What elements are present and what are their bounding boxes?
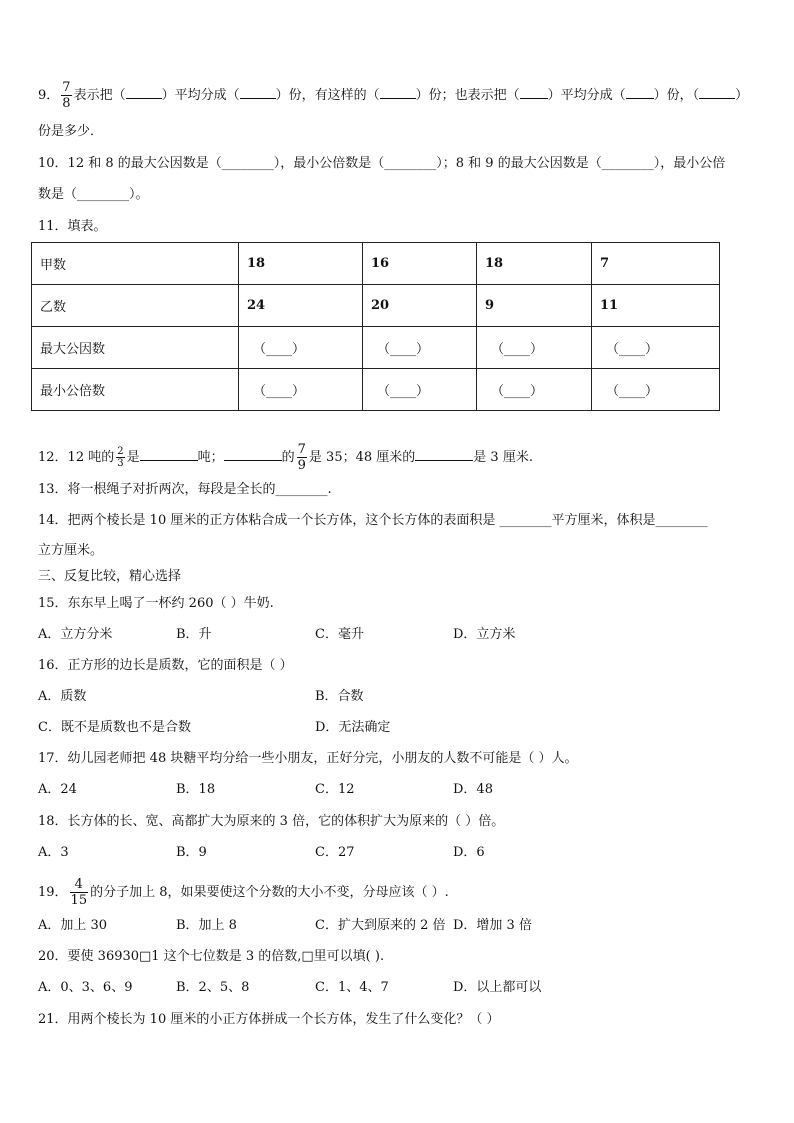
row-label: 甲数	[32, 243, 239, 285]
option-d[interactable]: D．48	[453, 782, 493, 797]
answer-blank[interactable]	[520, 85, 548, 99]
table-row	[32, 327, 720, 369]
option-c[interactable]: C．扩大到原来的 2 倍	[315, 918, 446, 933]
question-10-line-1: 10．12 和 8 的最大公因数是（________），最小公倍数是（________）；8 和 9 的最大公因数是（________），最小公倍	[38, 156, 726, 171]
option-b[interactable]: B．9	[176, 845, 207, 860]
question-14-line-1: 14．把两个棱长是 10 厘米的正方体粘合成一个长方体，这个长方体的表面积是 ________平方厘米，体积是________	[38, 513, 708, 528]
question-17-stem: 17．幼儿园老师把 48 块糖平均分给一些小朋友，正好分完，小朋友的人数不可能是（ ）人。	[38, 751, 578, 766]
option-b[interactable]: B．加上 8	[176, 918, 237, 933]
fraction-4-15: $\frac{4}{15}$	[70, 877, 88, 908]
table-cell: 16	[363, 243, 477, 285]
option-b[interactable]: B．升	[176, 627, 212, 642]
answer-blank[interactable]	[380, 85, 416, 99]
option-a[interactable]: A．3	[38, 845, 69, 860]
option-a[interactable]: A．立方分米	[38, 627, 113, 642]
question-9: 9． $\frac{7}{8}$ 表示把（ ）平均分成（ ）份，有这样的（ ）份；也表示把（ ）平均分成（ ）份，（ ）	[38, 80, 749, 111]
row-label: 乙数	[32, 285, 239, 327]
option-a[interactable]: A．质数	[38, 689, 87, 704]
answer-cell[interactable]: （____）	[363, 327, 477, 369]
section-3-title: 三、反复比较，精心选择	[38, 569, 182, 584]
row-label: 最大公因数	[32, 327, 239, 369]
table-cell: 18	[477, 243, 592, 285]
fill-in-table	[31, 242, 720, 411]
answer-cell[interactable]: （____）	[592, 369, 720, 411]
option-d[interactable]: D．增加 3 倍	[453, 918, 532, 933]
question-15-stem: 15．东东早上喝了一杯约 260（ ）牛奶.	[38, 596, 274, 611]
option-c[interactable]: C．既不是质数也不是合数	[38, 720, 191, 735]
question-11-title: 11．填表。	[38, 219, 107, 234]
answer-cell[interactable]: （____）	[592, 327, 720, 369]
answer-blank[interactable]	[415, 447, 473, 461]
question-9-line-2: 份是多少．	[38, 124, 104, 139]
answer-cell[interactable]: （____）	[477, 327, 592, 369]
option-c[interactable]: C．27	[315, 845, 355, 860]
table-cell: 11	[592, 285, 720, 327]
question-20-stem: 20．要使 36930□1 这个七位数是 3 的倍数,□里可以填( ).	[38, 949, 385, 964]
answer-blank[interactable]	[699, 85, 735, 99]
table-row	[32, 369, 720, 411]
answer-cell[interactable]: （____）	[239, 369, 363, 411]
option-d[interactable]: D．以上都可以	[453, 980, 542, 995]
row-label: 最小公倍数	[32, 369, 239, 411]
option-a[interactable]: A．加上 30	[38, 918, 108, 933]
question-13: 13．将一根绳子对折两次，每段是全长的________.	[38, 482, 332, 497]
table-cell: 9	[477, 285, 592, 327]
table-cell: 18	[239, 243, 363, 285]
question-12: 12．12 吨的 $\frac{2}{3}$ 是 吨； 的 $\frac{7}{9}$ 是 35；48 厘米的 是 3 厘米.	[38, 442, 533, 473]
option-d[interactable]: D．6	[453, 845, 485, 860]
fraction-7-8: $\frac{7}{8}$	[62, 80, 71, 111]
question-19-stem: 19． $\frac{4}{15}$ 的分子加上 8，如果要使这个分数的大小不变，分母应该（ ）.	[38, 877, 449, 908]
table-row	[32, 243, 720, 285]
answer-cell[interactable]: （____）	[363, 369, 477, 411]
option-b[interactable]: B．2、5、8	[176, 980, 250, 995]
question-10-line-2: 数是（________）。	[38, 187, 149, 202]
option-d[interactable]: D．无法确定	[315, 720, 391, 735]
option-a[interactable]: A．24	[38, 782, 77, 797]
option-d[interactable]: D．立方米	[453, 627, 516, 642]
answer-cell[interactable]: （____）	[239, 327, 363, 369]
option-c[interactable]: C．1、4、7	[315, 980, 389, 995]
answer-blank[interactable]	[240, 85, 276, 99]
answer-cell[interactable]: （____）	[477, 369, 592, 411]
fraction-2-3: $\frac{2}{3}$	[117, 446, 124, 469]
table-cell: 20	[363, 285, 477, 327]
option-a[interactable]: A．0、3、6、9	[38, 980, 133, 995]
question-21-stem: 21．用两个棱长为 10 厘米的小正方体拼成一个长方体，发生了什么变化？（ ）	[38, 1012, 500, 1027]
option-b[interactable]: B．合数	[315, 689, 364, 704]
table-cell: 7	[592, 243, 720, 285]
option-c[interactable]: C．毫升	[315, 627, 364, 642]
question-16-stem: 16．正方形的边长是质数，它的面积是（ ）	[38, 658, 293, 673]
answer-blank[interactable]	[626, 85, 654, 99]
fraction-7-9: $\frac{7}{9}$	[297, 442, 306, 473]
table-cell: 24	[239, 285, 363, 327]
option-b[interactable]: B．18	[176, 782, 216, 797]
answer-blank[interactable]	[140, 447, 198, 461]
answer-blank[interactable]	[224, 447, 282, 461]
table-row	[32, 285, 720, 327]
option-c[interactable]: C．12	[315, 782, 355, 797]
answer-blank[interactable]	[126, 85, 162, 99]
question-18-stem: 18．长方体的长、宽、高都扩大为原来的 3 倍，它的体积扩大为原来的（ ）倍。	[38, 814, 505, 829]
question-9-number: 9．	[38, 88, 60, 103]
question-14-line-2: 立方厘米。	[38, 543, 104, 558]
